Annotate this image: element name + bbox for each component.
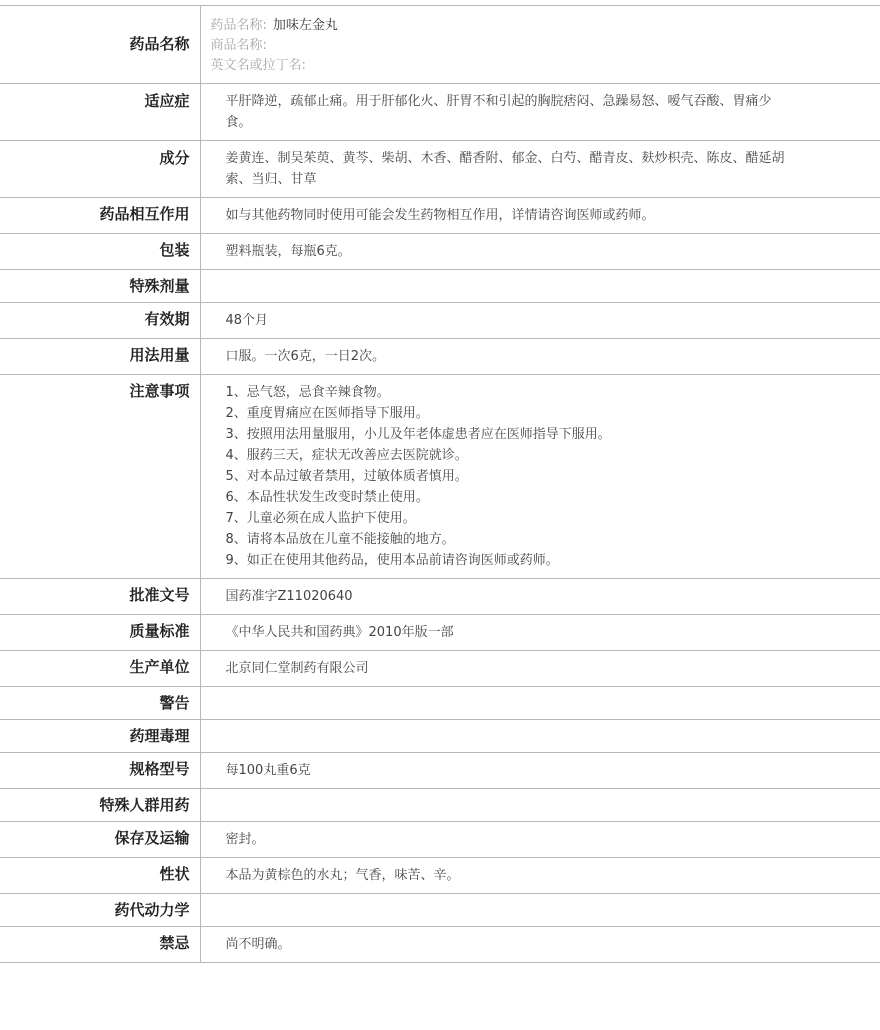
row-usage [0,339,880,375]
trade-name-line: 商品名称: [210,38,267,53]
special-dosage-label: 特殊剂量 [0,270,200,303]
pharmacokinetics-value [200,894,880,927]
description-label: 性状 [0,858,200,894]
ingredients-value: 姜黄连、制吴茱萸、黄芩、柴胡、木香、醋香附、郁金、白芍、醋青皮、麸炒枳壳、陈皮、醋延胡索、当归、甘草 [200,141,880,198]
row-packaging [0,234,880,270]
precautions-label: 注意事项 [0,375,200,579]
manufacturer-label: 生产单位 [0,651,200,687]
precaution-item: 3、按照用法用量服用，小儿及年老体虚患者应在医师指导下服用。 [225,427,611,442]
row-quality-standard [0,615,880,651]
contraindications-value: 尚不明确。 [200,927,880,963]
storage-label: 保存及运输 [0,822,200,858]
usage-label: 用法用量 [0,339,200,375]
approval-number-value: 国药准字Z11020640 [200,579,880,615]
row-shelf-life [0,303,880,339]
row-contraindications [0,927,880,963]
precaution-item: 7、儿童必须在成人监护下使用。 [225,511,416,526]
shelf-life-label: 有效期 [0,303,200,339]
precaution-item: 9、如正在使用其他药品，使用本品前请咨询医师或药师。 [225,553,559,568]
row-drug-name [0,6,880,84]
drug-name-value [200,6,880,84]
row-precautions [0,375,880,579]
latin-name-line: 英文名或拉丁名: [210,58,306,73]
quality-standard-label: 质量标准 [0,615,200,651]
row-pharmacokinetics [0,894,880,927]
packaging-label: 包装 [0,234,200,270]
row-description [0,858,880,894]
precaution-item: 1、忌气怒，忌食辛辣食物。 [225,385,390,400]
special-population-label: 特殊人群用药 [0,789,200,822]
warning-label: 警告 [0,687,200,720]
precaution-item: 2、重度胃痛应在医师指导下服用。 [225,406,429,421]
row-special-population [0,789,880,822]
pharmacology-label: 药理毒理 [0,720,200,753]
indications-value: 平肝降逆，疏郁止痛。用于肝郁化火、肝胃不和引起的胸脘痞闷、急躁易怒、嗳气吞酸、胃痛少食。 [200,84,880,141]
row-indications [0,84,880,141]
row-specification [0,753,880,789]
storage-value: 密封。 [200,822,880,858]
special-dosage-value [200,270,880,303]
drug-spec-table [0,5,880,963]
specification-value: 每100丸重6克 [200,753,880,789]
drug-name-label: 药品名称 [0,6,200,84]
indications-label: 适应症 [0,84,200,141]
contraindications-label: 禁忌 [0,927,200,963]
row-approval-number [0,579,880,615]
special-population-value [200,789,880,822]
row-warning [0,687,880,720]
usage-value: 口服。一次6克，一日2次。 [200,339,880,375]
description-value: 本品为黄棕色的水丸；气香，味苦、辛。 [200,858,880,894]
specification-label: 规格型号 [0,753,200,789]
precaution-item: 6、本品性状发生改变时禁止使用。 [225,490,429,505]
precaution-item: 4、服药三天，症状无改善应去医院就诊。 [225,448,468,463]
warning-value [200,687,880,720]
row-special-dosage [0,270,880,303]
packaging-value: 塑料瓶装，每瓶6克。 [200,234,880,270]
row-manufacturer [0,651,880,687]
row-interactions [0,198,880,234]
generic-name-line: 药品名称: 加味左金丸 [210,18,338,33]
pharmacology-value [200,720,880,753]
precaution-item: 8、请将本品放在儿童不能接触的地方。 [225,532,455,547]
manufacturer-value: 北京同仁堂制药有限公司 [200,651,880,687]
shelf-life-value: 48个月 [200,303,880,339]
row-pharmacology [0,720,880,753]
row-ingredients [0,141,880,198]
interactions-label: 药品相互作用 [0,198,200,234]
ingredients-label: 成分 [0,141,200,198]
quality-standard-value: 《中华人民共和国药典》2010年版一部 [200,615,880,651]
interactions-value: 如与其他药物同时使用可能会发生药物相互作用，详情请咨询医师或药师。 [200,198,880,234]
precaution-item: 5、对本品过敏者禁用，过敏体质者慎用。 [225,469,468,484]
approval-number-label: 批准文号 [0,579,200,615]
precautions-list [200,375,880,579]
row-storage [0,822,880,858]
pharmacokinetics-label: 药代动力学 [0,894,200,927]
